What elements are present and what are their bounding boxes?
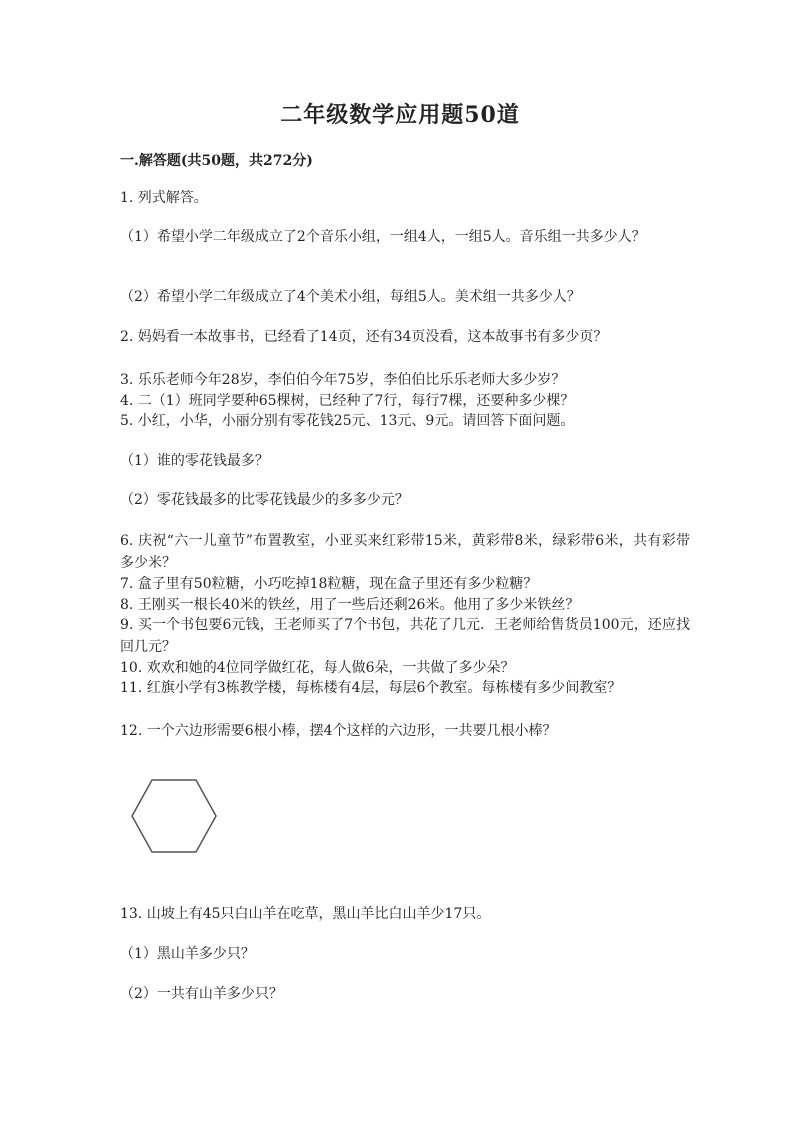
question-1-part-2: （2）希望小学二年级成立了4个美术小组，每组5人。美术组一共多少人？ [120, 289, 581, 305]
question-1-stem: 1. 列式解答。 [120, 190, 208, 206]
question-2: 2. 妈妈看一本故事书，已经看了14页，还有34页没看，这本故事书有多少页？ [120, 329, 608, 345]
hexagon-figure [130, 778, 218, 854]
question-8: 8. 王刚买一根长40米的铁丝，用了一些后还剩26米。他用了多少米铁丝？ [120, 597, 580, 613]
question-7: 7. 盒子里有50粒糖，小巧吃掉18粒糖，现在盒子里还有多少粒糖？ [120, 576, 538, 592]
hexagon-shape [132, 780, 216, 852]
question-5-stem: 5. 小红，小华，小丽分别有零花钱25元、13元、9元。请回答下面问题。 [120, 413, 575, 429]
question-6: 6. 庆祝“六一儿童节”布置教室，小亚买来红彩带15米，黄彩带8米，绿彩带6米，共有彩带多少米？ [120, 533, 690, 571]
question-1-part-1: （1）希望小学二年级成立了2个音乐小组，一组4人，一组5人。音乐组一共多少人？ [120, 229, 646, 245]
page-title: 二年级数学应用题50道 [280, 102, 520, 128]
question-12: 12. 一个六边形需要6根小棒，摆4个这样的六边形，一共要几根小棒？ [120, 723, 557, 739]
question-13-part-1: （1）黑山羊多少只？ [120, 946, 255, 962]
question-9: 9. 买一个书包要6元钱，王老师买了7个书包，共花了几元．王老师给售货员100元，还应找回几元？ [120, 617, 690, 655]
question-3: 3. 乐乐老师今年28岁，李伯伯今年75岁，李伯伯比乐乐老师大多少岁？ [120, 372, 566, 388]
question-13-part-2: （2）一共有山羊多少只？ [120, 986, 283, 1002]
section-heading: 一.解答题(共50题，共272分) [120, 153, 313, 169]
question-13-stem: 13. 山坡上有45只白山羊在吃草，黑山羊比白山羊少17只。 [120, 906, 491, 922]
question-5-part-1: （1）谁的零花钱最多？ [120, 453, 269, 469]
question-11: 11. 红旗小学有3栋教学楼，每栋楼有4层，每层6个教室。每栋楼有多少间教室？ [120, 680, 622, 696]
question-10: 10. 欢欢和她的4位同学做红花，每人做6朵，一共做了多少朵？ [120, 660, 515, 676]
question-5-part-2: （2）零花钱最多的比零花钱最少的多多少元？ [120, 492, 409, 508]
question-4: 4. 二（1）班同学要种65棵树，已经种了7行，每行7棵，还要种多少棵？ [120, 393, 575, 409]
